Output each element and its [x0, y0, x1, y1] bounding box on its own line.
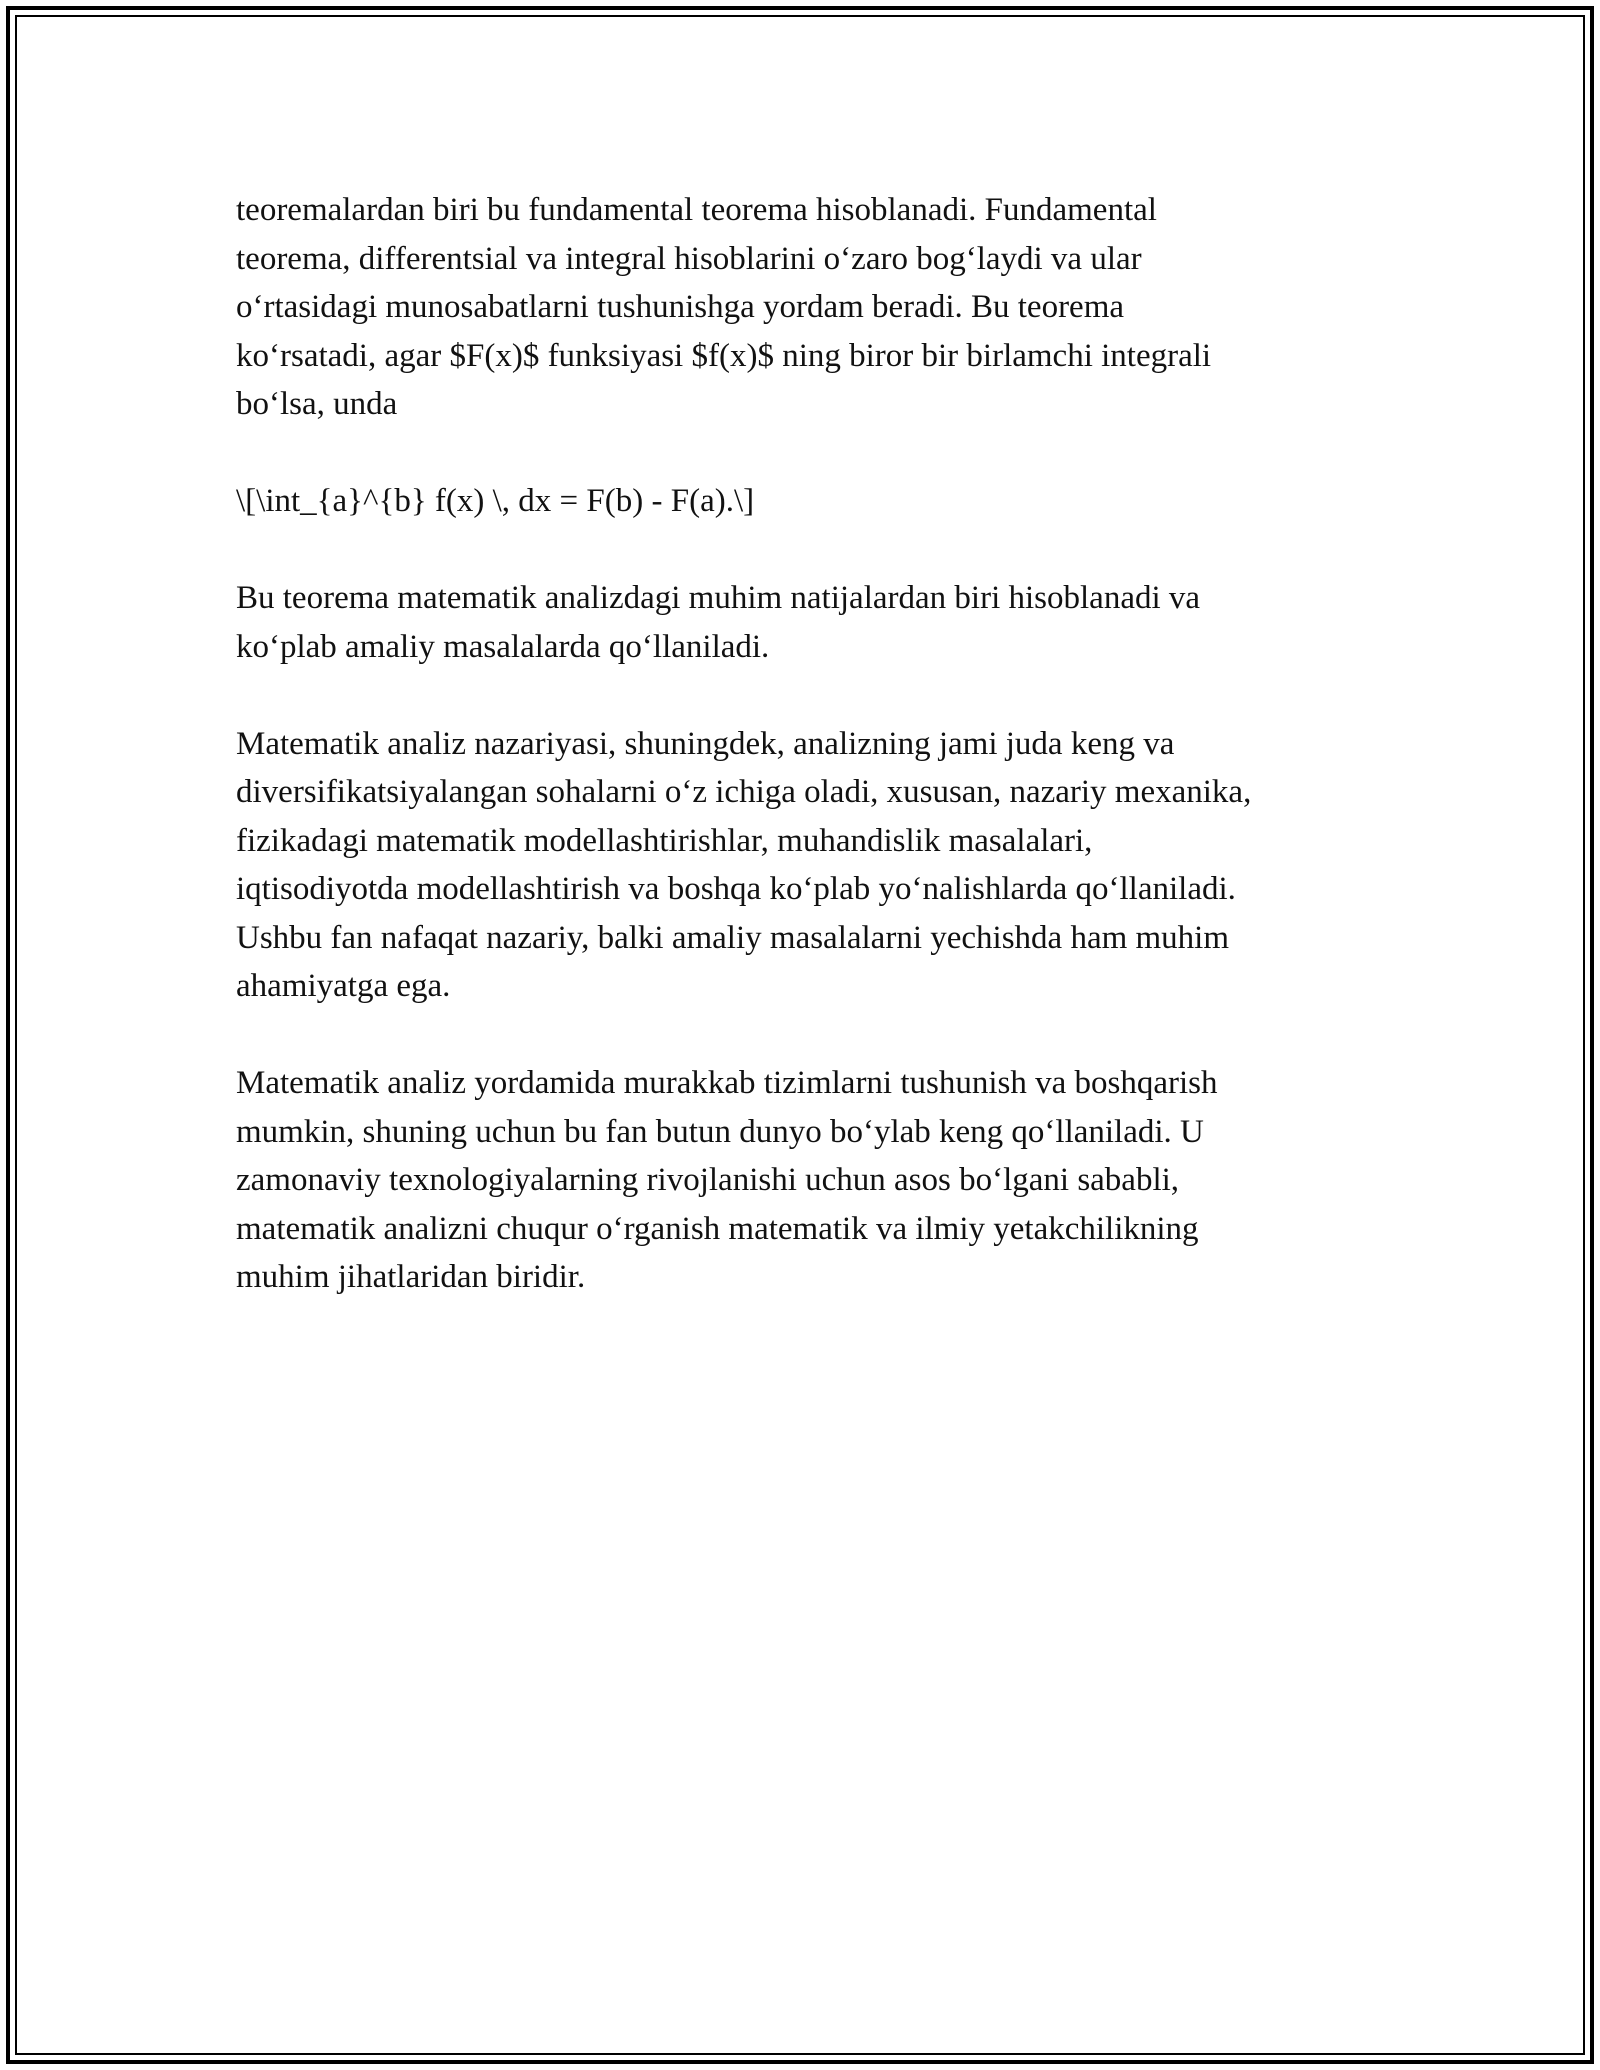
text-line: Matematik analiz yordamida murakkab tizimlarni tushunish va boshqarish [236, 1065, 1218, 1101]
text-line: mumkin, shuning uchun bu fan butun dunyo bo‘ylab keng qo‘llaniladi. U [236, 1113, 1204, 1150]
formula-line: \[\int_{a}^{b} f(x) \, dx = F(b) - F(a).\] [236, 483, 755, 519]
text-line: iqtisodiyotda modellashtirish va boshqa ko‘plab yo‘nalishlarda qo‘llaniladi. [236, 871, 1236, 907]
paragraph-formula [236, 477, 1396, 526]
text-line: matematik analizni chuqur o‘rganish matematik va ilmiy yetakchilikning [236, 1210, 1199, 1247]
text-line: ahamiyatga ega. [236, 968, 451, 1004]
text-line: ko‘plab amaliy masalalarda qo‘llaniladi. [236, 628, 770, 665]
text-line: fizikadagi matematik modellashtirishlar, muhandislik masalalari, [236, 822, 1093, 859]
text-line: Matematik analiz nazariyasi, shuningdek, analizning jami juda keng va [236, 725, 1175, 762]
paragraph-importance [236, 574, 1396, 671]
text-line: muhim jihatlaridan biridir. [236, 1259, 586, 1295]
text-line: zamonaviy texnologiyalarning rivojlanishi uchun asos bo‘lgani sababli, [236, 1162, 1180, 1198]
document-body [236, 186, 1396, 1350]
paragraph-fundamental-theorem [236, 186, 1396, 429]
text-line: Bu teorema matematik analizdagi muhim natijalardan biri hisoblanadi va [236, 580, 1201, 616]
text-line: Ushbu fan nafaqat nazariy, balki amaliy masalalarni yechishda ham muhim [236, 919, 1230, 956]
text-line: teorema, differentsial va integral hisoblarini o‘zaro bog‘laydi va ular [236, 240, 1142, 277]
paragraph-conclusion [236, 1059, 1396, 1302]
text-line: o‘rtasidagi munosabatlarni tushunishga yordam beradi. Bu teorema [236, 289, 1125, 325]
paragraph-applications [236, 720, 1396, 1011]
text-line: diversifikatsiyalangan sohalarni o‘z ichiga oladi, xususan, nazariy mexanika, [236, 774, 1252, 810]
text-line: ko‘rsatadi, agar $F(x)$ funksiyasi $f(x)$ ning biror bir birlamchi integrali [236, 337, 1212, 374]
text-line: bo‘lsa, unda [236, 386, 398, 422]
text-line: teoremalardan biri bu fundamental teorema hisoblanadi. Fundamental [236, 192, 1157, 228]
